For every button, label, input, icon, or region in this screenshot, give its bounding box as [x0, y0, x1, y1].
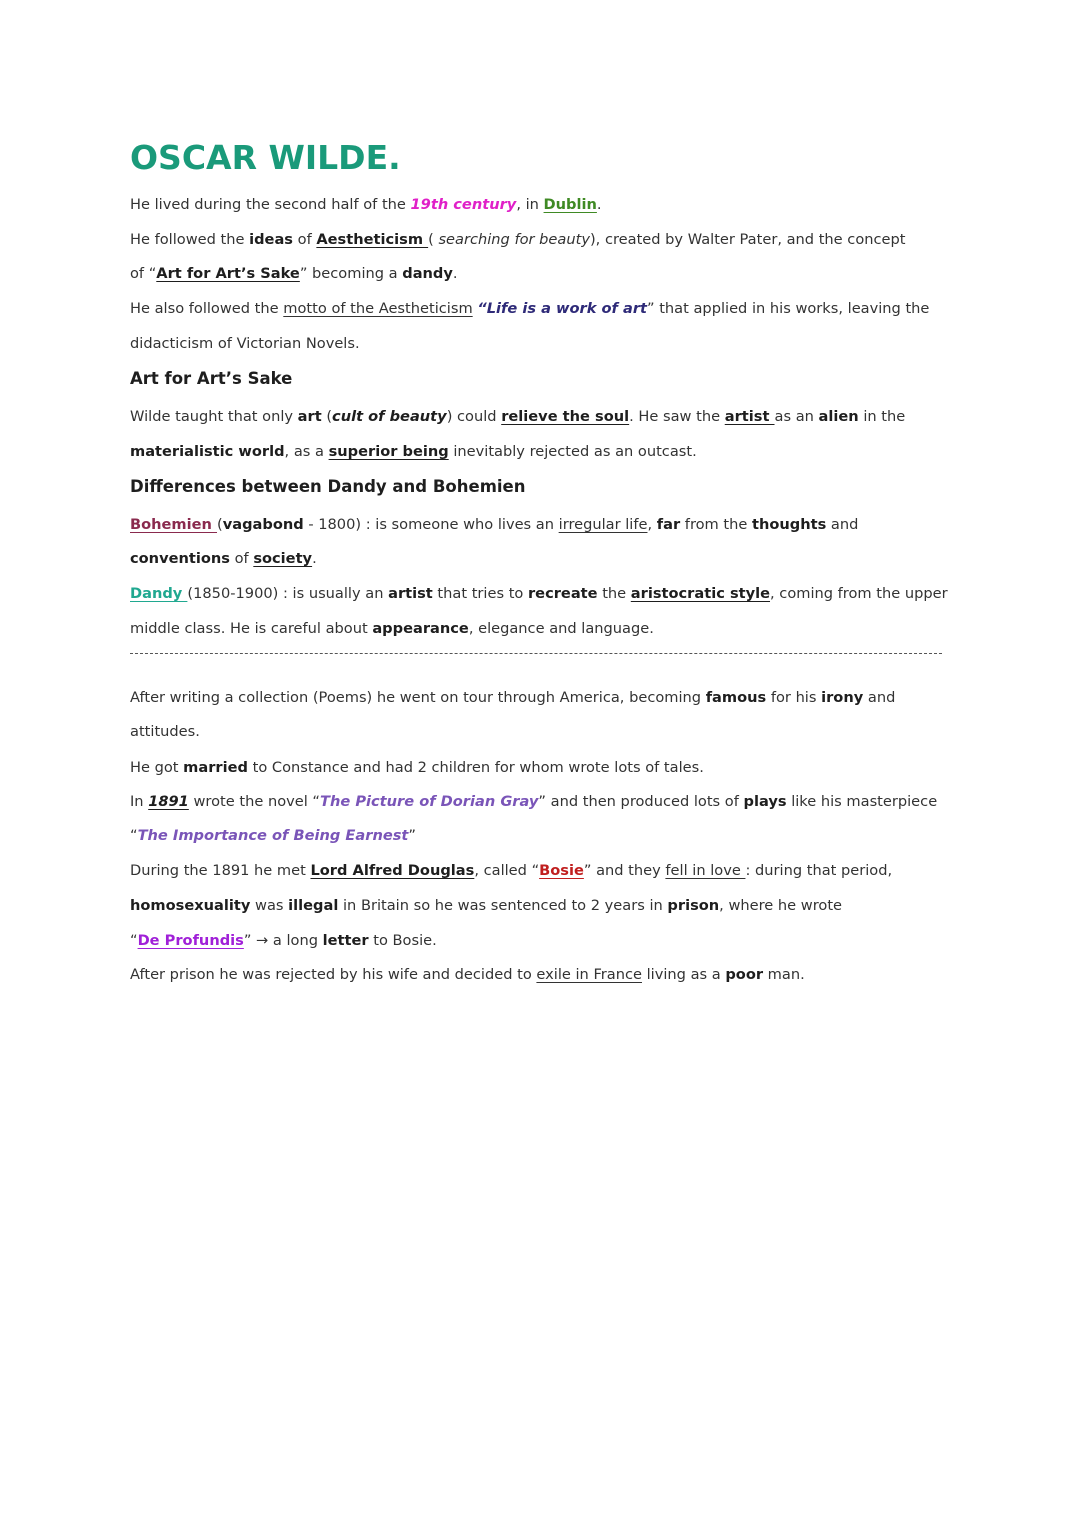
text: ” that applied in his works, leaving the	[647, 300, 930, 317]
text: .	[312, 550, 317, 567]
term-society: society	[253, 550, 313, 567]
text: for his	[766, 689, 822, 706]
text: . He saw the	[629, 408, 725, 425]
term-aristocratic-style: aristocratic style	[630, 585, 771, 602]
term-bosie: Bosie	[539, 862, 584, 879]
bold-irony: irony	[821, 689, 864, 706]
text: ” and they	[583, 862, 666, 879]
intro-line-3	[130, 264, 458, 284]
text: middle class. He is careful about	[130, 620, 373, 637]
underline-fell-in-love: fell in love	[665, 862, 746, 879]
text: , coming from the upper	[770, 585, 948, 602]
section3-line-4	[130, 792, 937, 812]
text: He followed the	[130, 231, 250, 248]
underline-exile-in-france: exile in France	[536, 966, 642, 983]
section3-line-1	[130, 688, 895, 708]
italic-searching: searching for beauty	[438, 231, 590, 248]
bold-poor: poor	[725, 966, 764, 983]
text: in the	[858, 408, 906, 425]
section3-line-2: attitudes.	[130, 723, 200, 740]
text: ,	[647, 516, 657, 533]
bold-plays: plays	[743, 793, 787, 810]
intro-line-1	[130, 195, 602, 215]
term-lord-alfred-douglas: Lord Alfred Douglas	[310, 862, 475, 879]
term-dandy: Dandy	[130, 585, 188, 602]
text: as an	[774, 408, 819, 425]
section2-line-3	[130, 584, 948, 604]
term-relieve-the-soul: relieve the soul	[501, 408, 630, 425]
text: After writing a collection (Poems) he went on tour through America, becoming	[130, 689, 706, 706]
text: that tries to	[432, 585, 528, 602]
section-heading-art: Art for Art’s Sake	[130, 369, 293, 388]
text: (1850-1900) : is usually an	[187, 585, 389, 602]
text: of “	[130, 265, 157, 282]
highlight-century: 19th century	[410, 196, 517, 213]
text: (	[321, 408, 333, 425]
bold-far: far	[656, 516, 681, 533]
term-1891: 1891	[148, 793, 189, 810]
text: like his masterpiece	[786, 793, 938, 810]
text: of	[293, 231, 317, 248]
text: to Bosie.	[368, 932, 437, 949]
text: and	[863, 689, 896, 706]
bold-married: married	[183, 759, 248, 776]
section2-line-4	[130, 619, 654, 639]
text: living as a	[641, 966, 726, 983]
bold-appearance: appearance	[372, 620, 469, 637]
text: and	[826, 516, 859, 533]
dashed-divider	[130, 653, 942, 654]
title-importance-of-being-earnest: The Importance of Being Earnest	[137, 827, 409, 844]
text: ) could	[446, 408, 502, 425]
text: of	[229, 550, 254, 567]
bold-thoughts: thoughts	[752, 516, 827, 533]
bold-materialistic: materialistic world	[130, 443, 285, 460]
section2-line-2	[130, 549, 317, 569]
term-superior-being: superior being	[328, 443, 449, 460]
section3-line-3	[130, 758, 704, 778]
text: “	[130, 827, 138, 844]
section2-line-1	[130, 515, 858, 535]
text: Wilde taught that only	[130, 408, 298, 425]
bold-conventions: conventions	[130, 550, 230, 567]
intro-line-4	[130, 299, 929, 319]
text: He lived during the second half of the	[130, 196, 411, 213]
text: , as a	[284, 443, 329, 460]
bold-alien: alien	[818, 408, 859, 425]
text: During the 1891 he met	[130, 862, 311, 879]
text: , where he wrote	[719, 897, 843, 914]
text: to Constance and had 2 children for whom wrote lots of tales.	[247, 759, 704, 776]
text: wrote the novel “	[188, 793, 320, 810]
section3-line-6	[130, 861, 892, 881]
text: ” → a long	[243, 932, 323, 949]
bold-famous: famous	[705, 689, 767, 706]
bold-homosexuality: homosexuality	[130, 897, 251, 914]
text: , called “	[474, 862, 540, 879]
highlight-dublin: Dublin	[543, 196, 597, 213]
text: inevitably rejected as an outcast.	[448, 443, 697, 460]
intro-line-2	[130, 230, 905, 250]
bold-vagabond: vagabond	[222, 516, 304, 533]
text: He also followed the	[130, 300, 284, 317]
term-bohemien: Bohemien	[130, 516, 218, 533]
section-heading-differences: Differences between Dandy and Bohemien	[130, 477, 526, 496]
section1-line-2	[130, 442, 697, 462]
text: the	[597, 585, 631, 602]
text: In	[130, 793, 149, 810]
text: ” becoming a	[299, 265, 403, 282]
bold-dandy: dandy	[402, 265, 453, 282]
section1-line-1	[130, 407, 905, 427]
bold-letter: letter	[322, 932, 369, 949]
underline-irregular-life: irregular life	[558, 516, 648, 533]
section3-line-5	[130, 826, 416, 846]
text: from the	[680, 516, 753, 533]
bold-recreate: recreate	[527, 585, 598, 602]
text: (	[217, 516, 223, 533]
title-dorian-gray: The Picture of Dorian Gray	[320, 793, 539, 810]
text: was	[250, 897, 289, 914]
section3-line-8	[130, 931, 437, 951]
text: “	[130, 932, 138, 949]
bold-artist: artist	[388, 585, 433, 602]
page-title: OSCAR WILDE.	[130, 138, 401, 177]
intro-line-5: didacticism of Victorian Novels.	[130, 335, 360, 352]
text: in Britain so he was sentenced to 2 years in	[338, 897, 668, 914]
term-aestheticism: Aestheticism	[316, 231, 429, 248]
text: ), created by Walter Pater, and the concept	[589, 231, 906, 248]
term-artist: artist	[724, 408, 775, 425]
title-de-profundis: De Profundis	[137, 932, 244, 949]
text: After prison he was rejected by his wife and decided to	[130, 966, 537, 983]
text: : during that period,	[745, 862, 893, 879]
section3-line-9	[130, 965, 805, 985]
text: He got	[130, 759, 184, 776]
bold-ideas: ideas	[249, 231, 293, 248]
underline-motto: motto of the Aestheticism	[283, 300, 473, 317]
bold-art: art	[297, 408, 322, 425]
bold-illegal: illegal	[288, 897, 339, 914]
text: .	[452, 265, 458, 282]
text: (	[428, 231, 439, 248]
text: ” and then produced lots of	[538, 793, 744, 810]
bold-cult-of-beauty: cult of beauty	[332, 408, 447, 425]
text: ”	[408, 827, 416, 844]
text: .	[596, 196, 602, 213]
text: , in	[516, 196, 544, 213]
text: - 1800) : is someone who lives an	[303, 516, 559, 533]
section3-line-7	[130, 896, 842, 916]
bold-prison: prison	[667, 897, 720, 914]
quote-life-is-art: “Life is a work of art	[477, 300, 648, 317]
term-art-for-arts-sake: Art for Art’s Sake	[156, 265, 300, 282]
text: , elegance and language.	[468, 620, 654, 637]
text: man.	[763, 966, 805, 983]
